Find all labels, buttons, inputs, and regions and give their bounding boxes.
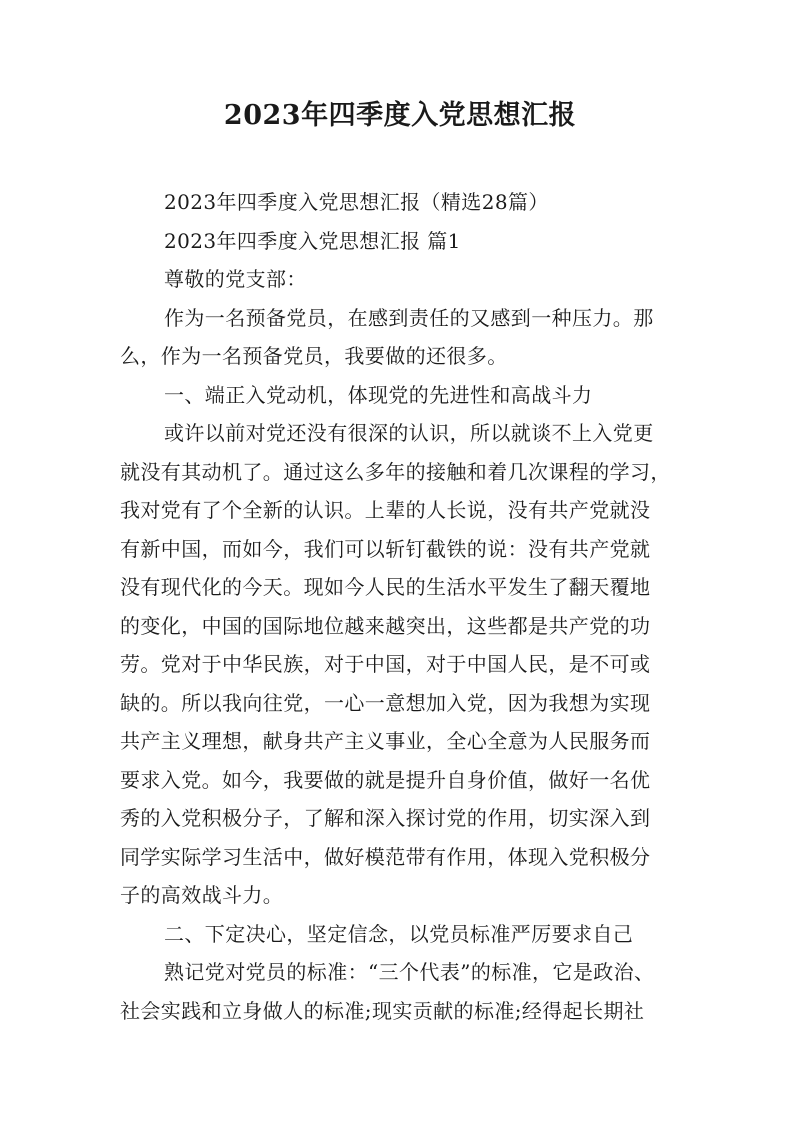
body-line: 么，作为一名预备党员，我要做的还很多。: [120, 344, 508, 368]
document-body: [120, 183, 685, 1030]
body-line: 同学实际学习生活中，做好模范带有作用，体现入党积极分: [120, 844, 651, 869]
body-line: 二、下定决心，坚定信念，以党员标准严厉要求自己: [164, 921, 634, 946]
body-line: 没有现代化的今天。现如今人民的生活水平发生了翻天覆地: [120, 575, 651, 599]
body-line: 我对党有了个全新的认识。上辈的人长说，没有共产党就没: [120, 498, 651, 522]
body-line: 劳。党对于中华民族，对于中国，对于中国人民，是不可或: [120, 652, 651, 676]
document-title: 2023年四季度入党思想汇报: [223, 100, 577, 131]
body-line: 尊敬的党支部：: [164, 267, 307, 291]
body-line: 2023年四季度入党思想汇报 篇1: [164, 228, 461, 253]
body-line: 熟记党对党员的标准：“三个代表”的标准，它是政治、: [164, 960, 655, 984]
body-line: 的变化，中国的国际地位越来越突出，这些都是共产党的功: [120, 613, 651, 638]
body-line: 秀的入党积极分子，了解和深入探讨党的作用，切实深入到: [120, 806, 651, 830]
body-line: 作为一名预备党员，在感到责任的又感到一种压力。那: [164, 305, 654, 330]
body-line: 就没有其动机了。通过这么多年的接触和着几次课程的学习，: [120, 459, 671, 484]
body-line: 缺的。所以我向往党，一心一意想加入党，因为我想为实现: [120, 690, 651, 715]
body-line: 或许以前对党还没有很深的认识，所以就谈不上入党更: [164, 421, 654, 445]
body-line: 子的高效战斗力。: [120, 883, 284, 907]
body-line: 一、端正入党动机，体现党的先进性和高战斗力: [164, 382, 593, 407]
body-line: 社会实践和立身做人的标准;现实贡献的标准;经得起长期社: [120, 998, 645, 1023]
body-line: 要求入党。如今，我要做的就是提升自身价值，做好一名优: [120, 767, 651, 792]
body-line: 共产主义理想，献身共产主义事业，全心全意为人民服务而: [120, 729, 651, 753]
body-line: 有新中国，而如今，我们可以斩钉截铁的说：没有共产党就: [120, 536, 651, 561]
body-line: 2023年四季度入党思想汇报（精选28篇）: [164, 190, 549, 214]
